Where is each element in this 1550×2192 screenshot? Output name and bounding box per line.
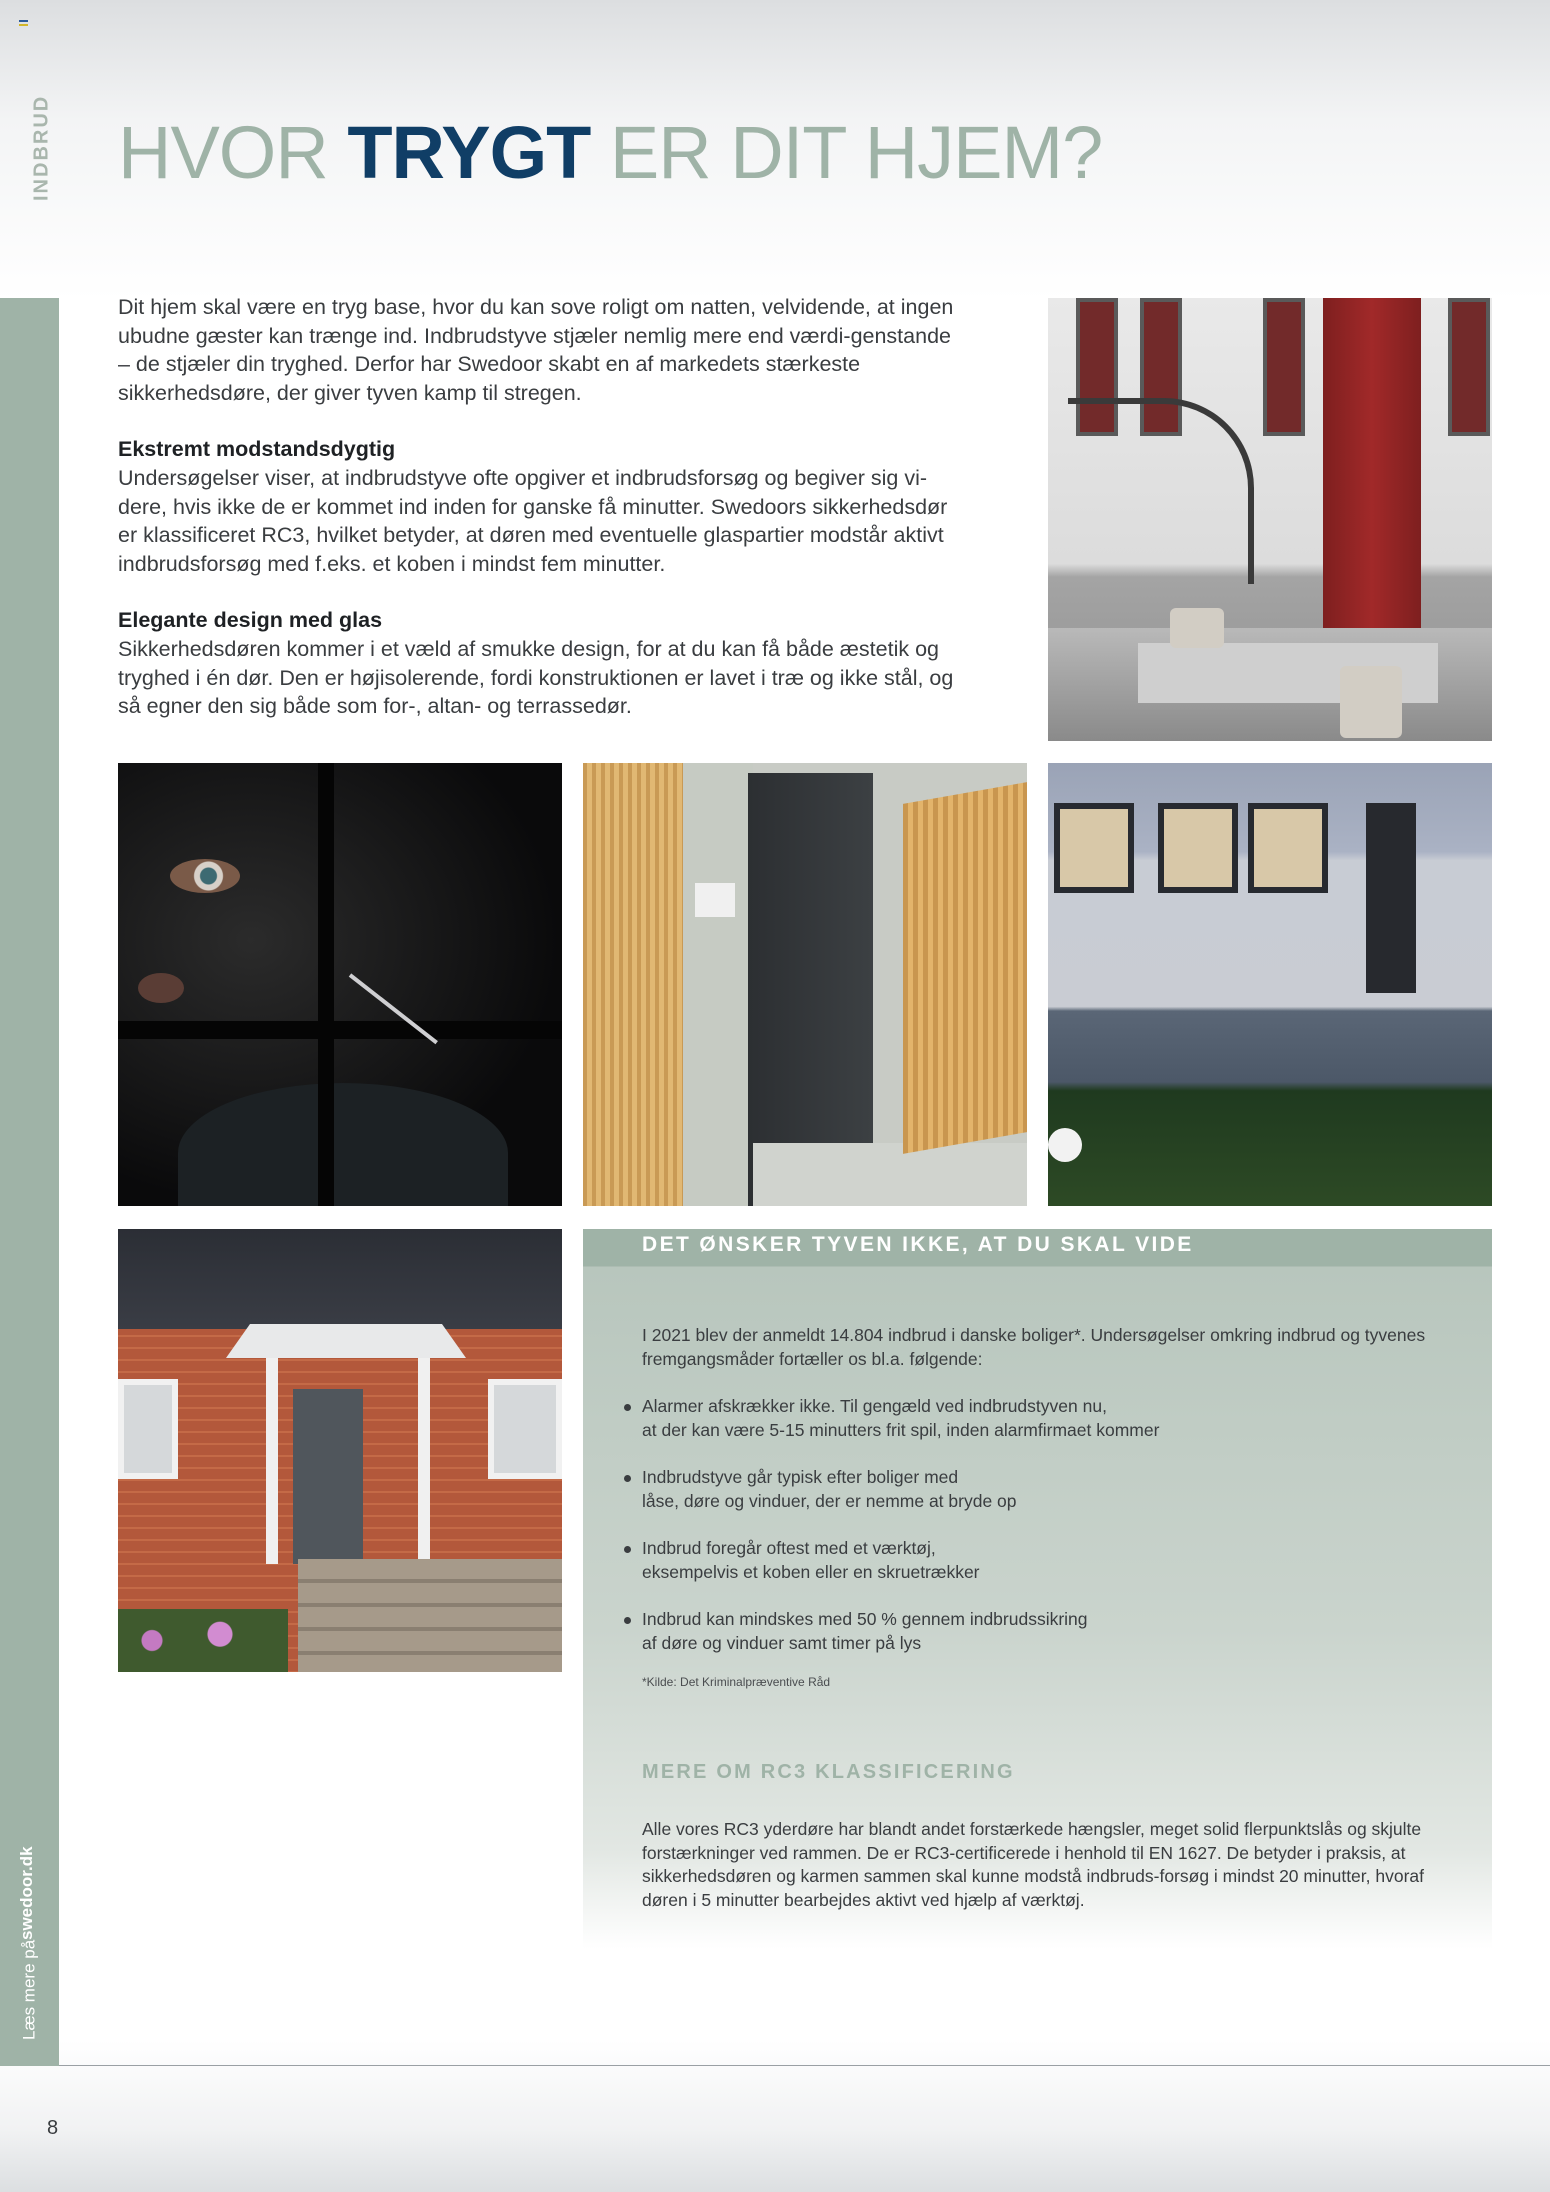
photo-sign — [695, 883, 735, 917]
intro-paragraph: Dit hjem skal være en tryg base, hvor du kan sove roligt om natten, velvidende, at ingen ubudne gæster kan trænge ind. Indbrudstyve stjæler nemlig mere end værdi-genstande – de stjæler din tryghed. Derfor har Swedoor skabt en af markedets stærkeste sikkerhedsdøre, der giver tyven kamp til stregen. — [118, 295, 954, 405]
list-item-text: Indbrud kan mindskes med 50 % gennem indbrudssikring af døre og vinduer samt timer på lys — [642, 1609, 1088, 1653]
photo-brick-house — [118, 1229, 562, 1672]
photo-window-frame — [118, 1021, 562, 1039]
photo-burglar — [118, 763, 562, 1206]
photo-window — [118, 1379, 178, 1479]
photo-canopy — [226, 1324, 466, 1358]
list-item-text: Indbrudstyve går typisk efter boliger med låse, døre og vinduer, der er nemme at bryde op — [642, 1467, 1017, 1511]
photo-window — [488, 1379, 562, 1479]
photo-eye — [170, 859, 240, 893]
photo-window — [1263, 298, 1305, 436]
photo-wood-panel — [903, 782, 1027, 1154]
photo-flowers — [118, 1609, 288, 1672]
bullet-icon — [624, 1617, 631, 1624]
photo-door — [1366, 803, 1416, 993]
list-item-text: Alarmer afskrækker ikke. Til gengæld ved indbrudstyven nu, at der kan være 5-15 minutters frit spil, inden alarmfirmaet kommer — [642, 1396, 1160, 1440]
page-title — [118, 110, 1102, 196]
side-link-url[interactable]: swedoor.dk — [17, 1846, 36, 1940]
photo-window-frame — [318, 763, 334, 1206]
side-link-text[interactable] — [0, 1780, 59, 2040]
section1-text: Undersøgelser viser, at indbrudstyve ofte opgiver et indbrudsforsøg og begiver sig vi-dere, hvis ikke de er kommet ind inden for ganske få minutter. Swedoors sikkerhedsdør er klassificeret RC3, hvilket betyder, at døren med eventuelle glaspartier modstår aktivt indbrudsforsøg med f.eks. et koben i mindst fem minutter. — [118, 465, 948, 576]
photo-floor — [753, 1143, 1027, 1206]
photo-mouth — [138, 973, 184, 1003]
list-item-text: Indbrud foregår oftest med et værktøj, eksempelvis et koben eller en skruetrækker — [642, 1538, 980, 1582]
photo-window — [1054, 803, 1134, 893]
info-box-heading: DET ØNSKER TYVEN IKKE, AT DU SKAL VIDE — [642, 1233, 1194, 1256]
rc3-text: Alle vores RC3 yderdøre har blandt andet forstærkede hængsler, meget solid flerpunktslås og skjulte forstærkninger ved rammen. De er RC3-certificerede i henhold til EN 1627. De betyder i praksis, at sikkerhedsdøren og karmen sammen skal kunne modstå indbruds-forsøg i mindst 20 minutter, hvoraf døren i 5 minutter bearbejdes aktivt ved hjælp af værktøj. — [642, 1819, 1425, 1910]
photo-roof — [118, 1229, 562, 1329]
photo-window — [1158, 803, 1238, 893]
bullet-icon — [624, 1475, 631, 1482]
photo-door — [1323, 298, 1421, 638]
list-item — [642, 1608, 1442, 1655]
photo-window — [1448, 298, 1490, 436]
photo-column — [266, 1354, 278, 1564]
bullet-icon — [624, 1546, 631, 1553]
photo-handrail — [1068, 398, 1254, 584]
photo-door — [293, 1389, 363, 1564]
info-box-list — [642, 1395, 1442, 1679]
source-note: *Kilde: Det Kriminalpræventive Råd — [642, 1675, 831, 1689]
photo-grey-door — [583, 763, 1027, 1206]
rc3-heading: MERE OM RC3 KLASSIFICERING — [642, 1761, 1015, 1783]
photo-plant-pot — [1340, 666, 1402, 738]
section1-heading: Ekstremt modstandsdygtig — [118, 437, 396, 462]
section2-heading: Elegante design med glas — [118, 608, 383, 633]
section2-text: Sikkerhedsdøren kommer i et væld af smukke design, for at du kan få både æstetik og tryghed i én dør. Den er højisolerende, fordi konstruktionen er lavet i træ og ikke stål, og så egner den sig både som for-, altan- og terrassedør. — [118, 636, 954, 719]
photo-wood-panel — [583, 763, 683, 1206]
photo-door — [748, 773, 873, 1206]
photo-stairs — [298, 1559, 562, 1672]
list-item — [642, 1466, 1442, 1513]
info-box — [583, 1229, 1492, 1949]
photo-red-door — [1048, 298, 1492, 741]
photo-ball — [1048, 1128, 1082, 1162]
photo-window — [1248, 803, 1328, 893]
footer-divider — [59, 2065, 1550, 2066]
corner-mark — [19, 20, 28, 28]
title-part-1: HVOR — [118, 111, 348, 194]
side-link-prefix: Læs mere på — [19, 1939, 39, 2040]
photo-shoulder — [178, 1083, 508, 1206]
title-emphasis: TRYGT — [347, 111, 591, 194]
photo-plant-pot — [1170, 608, 1224, 648]
info-box-intro: I 2021 blev der anmeldt 14.804 indbrud i danske boliger*. Undersøgelser omkring indbrud og tyvenes fremgangsmåder fortæller os bl.a. følgende: — [642, 1325, 1426, 1369]
photo-wall — [683, 763, 753, 1206]
list-item — [642, 1537, 1442, 1584]
page-number: 8 — [47, 2117, 59, 2139]
bullet-icon — [624, 1404, 631, 1411]
title-part-3: ER DIT HJEM? — [590, 111, 1103, 194]
section-label: INDBRUD — [30, 94, 53, 202]
list-item — [642, 1395, 1442, 1442]
photo-column — [418, 1354, 430, 1564]
photo-night-house — [1048, 763, 1492, 1206]
body-text — [118, 293, 954, 749]
